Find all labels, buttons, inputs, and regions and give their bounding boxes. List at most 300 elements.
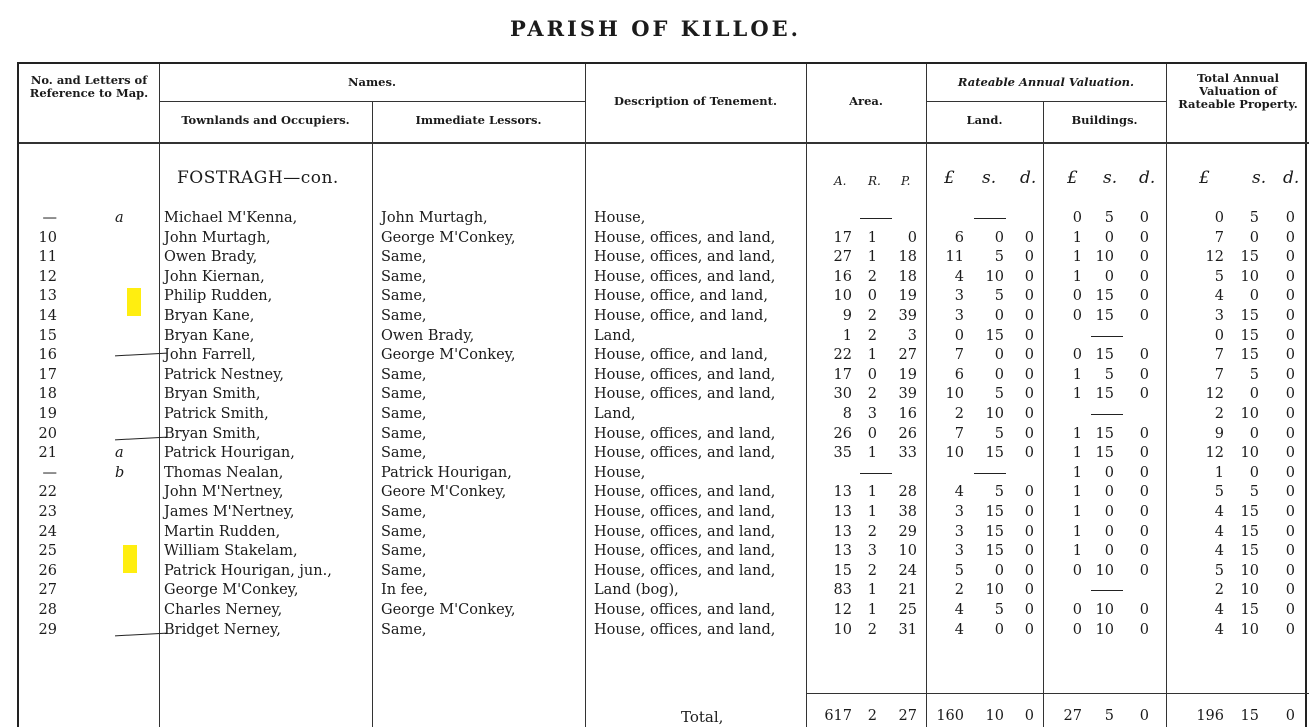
land-value: 0: [1024, 268, 1034, 285]
bldg-value: 0: [1139, 484, 1149, 501]
total-value: 5: [1214, 562, 1224, 579]
land-value: 5: [994, 288, 1004, 305]
area-value: 9: [842, 308, 852, 324]
bldg-blank-dash: [1091, 414, 1123, 415]
area-value: 26: [833, 425, 852, 442]
total-value: 0: [1285, 543, 1295, 560]
total-value: 10: [1240, 445, 1259, 462]
area-value: 38: [898, 504, 917, 520]
reference-letter: a: [115, 445, 124, 462]
area-blank-dash: [860, 218, 892, 219]
tenement-description: House, offices, and land,: [594, 543, 776, 560]
lessor-name: Same,: [381, 523, 427, 540]
reference-number: 13: [38, 288, 57, 305]
bldg-value: 1: [1072, 445, 1082, 462]
tenement-description: House, offices, and land,: [594, 484, 776, 501]
area-value: 0: [867, 288, 877, 305]
total-value: 12: [1205, 386, 1224, 403]
total-value: 4: [1214, 504, 1224, 520]
bldg-blank-dash: [1091, 590, 1123, 591]
total-value: 4: [1214, 621, 1224, 638]
area-value: 2: [867, 523, 877, 540]
bldg-value: 1: [1072, 268, 1082, 285]
bldg-blank-dash: [1091, 336, 1123, 337]
lessor-name: Same,: [381, 386, 427, 403]
bldg-value: 5: [1104, 366, 1114, 383]
total-value: 15: [1240, 523, 1259, 540]
total-value: 10: [1240, 562, 1259, 579]
total-value: 0: [1285, 366, 1295, 383]
total-value: 0: [1214, 327, 1224, 344]
area-value: 18: [898, 249, 917, 266]
lessor-name: Same,: [381, 543, 427, 560]
land-value: 5: [994, 386, 1004, 403]
area-value: 15: [833, 562, 852, 579]
lessor-name: Same,: [381, 288, 427, 305]
occupier-name: Patrick Hourigan,: [164, 445, 295, 462]
area-value: 1: [867, 347, 877, 364]
ledger-row: [19, 307, 1309, 325]
bldg-value: 10: [1095, 602, 1114, 618]
total-value: 0: [1249, 425, 1259, 442]
land-value: 0: [1024, 406, 1034, 422]
land-value: 0: [1024, 288, 1034, 305]
bldg-value: 0: [1139, 425, 1149, 442]
ledger-row: [19, 523, 1309, 541]
total-value: 15: [1240, 504, 1259, 520]
bldg-value: 0: [1139, 464, 1149, 481]
land-value: 0: [1024, 347, 1034, 364]
total-value: 0: [1214, 210, 1224, 226]
area-value: 21: [898, 582, 917, 599]
land-value: 4: [954, 602, 964, 618]
occupier-name: William Stakelam,: [164, 543, 298, 560]
ledger-row: [19, 229, 1309, 247]
land-value: 15: [985, 445, 1004, 462]
lessor-name: Same,: [381, 366, 427, 383]
occupier-name: John Kiernan,: [164, 268, 265, 285]
total-value: 7: [1214, 347, 1224, 364]
land-value: 0: [1024, 523, 1034, 540]
land-value: 5: [954, 562, 964, 579]
land-value: 0: [1024, 602, 1034, 618]
occupier-name: John M'Nertney,: [164, 484, 284, 501]
reference-number: 18: [38, 386, 57, 403]
tenement-description: Land (bog),: [594, 582, 679, 599]
area-value: 39: [898, 308, 917, 324]
ledger-row: [19, 562, 1309, 580]
total-value: 1: [1214, 464, 1224, 481]
occupier-name: Martin Rudden,: [164, 523, 281, 540]
ledger-row: [19, 483, 1309, 501]
bldg-value: 0: [1139, 523, 1149, 540]
bldg-value: 0: [1104, 268, 1114, 285]
ledger-row: [19, 425, 1309, 443]
total-value: 15: [1240, 602, 1259, 618]
occupier-name: Bryan Smith,: [164, 386, 261, 403]
total-value: 0: [1285, 288, 1295, 305]
total-value: 2: [1214, 406, 1224, 422]
area-value: 28: [898, 484, 917, 501]
area-value: 19: [898, 288, 917, 305]
land-value: 10: [945, 445, 964, 462]
area-value: 22: [833, 347, 852, 364]
total-value: 15: [1240, 308, 1259, 324]
reference-number: 21: [38, 445, 57, 462]
area-value: 2: [867, 327, 877, 344]
area-value: 27: [898, 347, 917, 364]
lessor-name: George M'Conkey,: [381, 602, 516, 618]
area-value: 1: [867, 484, 877, 501]
lessor-name: George M'Conkey,: [381, 347, 516, 364]
bldg-value: 15: [1095, 347, 1114, 364]
header-lessors: Immediate Lessors.: [415, 113, 542, 127]
occupier-name: Patrick Smith,: [164, 406, 269, 422]
occupier-name: Bridget Nerney,: [164, 621, 281, 638]
total-value: 0: [1285, 464, 1295, 481]
header-buildings: Buildings.: [1071, 113, 1138, 127]
bldg-value: 1: [1072, 229, 1082, 246]
reference-number: 15: [38, 327, 57, 344]
unit-roods: R.: [868, 174, 881, 188]
area-value: 1: [842, 327, 852, 344]
tenement-description: House, office, and land,: [594, 347, 768, 364]
ledger-row: [19, 346, 1309, 364]
reference-number: 26: [38, 562, 57, 579]
reference-number: —: [42, 210, 57, 226]
total-rule: [806, 693, 1309, 694]
area-value: 3: [867, 543, 877, 560]
total-bldg-value: 0: [1139, 708, 1149, 724]
land-value: 5: [994, 249, 1004, 266]
total-value: 0: [1285, 327, 1295, 344]
bldg-value: 0: [1139, 249, 1149, 266]
reference-number: 25: [38, 543, 57, 560]
total-value: 0: [1285, 249, 1295, 266]
occupier-name: John Murtagh,: [164, 229, 271, 246]
area-value: 12: [833, 602, 852, 618]
occupier-name: Bryan Kane,: [164, 327, 255, 344]
area-value: 18: [898, 268, 917, 285]
area-value: 8: [842, 406, 852, 422]
occupier-name: Owen Brady,: [164, 249, 258, 266]
total-value: 15: [1240, 543, 1259, 560]
lessor-name: Patrick Hourigan,: [381, 464, 512, 481]
total-value: 15: [1240, 249, 1259, 266]
total-bldg-value: 27: [1063, 708, 1082, 724]
lessor-name: Same,: [381, 249, 427, 266]
total-value: 0: [1285, 210, 1295, 226]
tenement-description: House, offices, and land,: [594, 621, 776, 638]
lessor-name: In fee,: [381, 582, 428, 599]
ledger-row: [19, 385, 1309, 403]
area-value: 26: [898, 425, 917, 442]
total-value: 0: [1285, 386, 1295, 403]
land-value: 0: [994, 308, 1004, 324]
land-value: 0: [1024, 582, 1034, 599]
occupier-name: Philip Rudden,: [164, 288, 273, 305]
area-value: 13: [833, 543, 852, 560]
land-value: 2: [954, 582, 964, 599]
ledger-row: [19, 503, 1309, 521]
reference-number: 29: [38, 621, 57, 638]
occupier-name: Charles Nerney,: [164, 602, 283, 618]
unit-pounds: £: [1199, 168, 1210, 188]
header-area: Area.: [849, 94, 883, 108]
land-value: 5: [994, 602, 1004, 618]
reference-number: 10: [38, 229, 57, 246]
land-value: 0: [1024, 543, 1034, 560]
land-value: 7: [954, 347, 964, 364]
bldg-value: 1: [1072, 366, 1082, 383]
lessor-name: Same,: [381, 504, 427, 520]
bldg-value: 0: [1104, 504, 1114, 520]
land-value: 15: [985, 543, 1004, 560]
land-value: 6: [954, 229, 964, 246]
bldg-value: 0: [1139, 366, 1149, 383]
bldg-value: 0: [1072, 621, 1082, 638]
bldg-value: 0: [1139, 543, 1149, 560]
area-value: 2: [867, 308, 877, 324]
header-total: Total Annual Valuation of Rateable Property.: [1178, 71, 1298, 111]
area-value: 2: [867, 268, 877, 285]
reference-number: 22: [38, 484, 57, 501]
bldg-value: 0: [1072, 602, 1082, 618]
unit-pounds: £: [1067, 168, 1078, 188]
bldg-value: 0: [1139, 621, 1149, 638]
total-value: 0: [1249, 386, 1259, 403]
total-value: 4: [1214, 543, 1224, 560]
area-value: 17: [833, 229, 852, 246]
total-bldg-value: 5: [1104, 708, 1114, 724]
lessor-name: Same,: [381, 268, 427, 285]
total-value: 0: [1285, 602, 1295, 618]
total-total-value: 196: [1196, 708, 1224, 724]
land-value: 4: [954, 268, 964, 285]
area-value: 31: [898, 621, 917, 638]
total-value: 10: [1240, 582, 1259, 599]
bldg-value: 0: [1072, 288, 1082, 305]
area-value: 24: [898, 562, 917, 579]
tenement-description: House, offices, and land,: [594, 268, 776, 285]
total-value: 3: [1214, 308, 1224, 324]
total-value: 0: [1285, 268, 1295, 285]
area-value: 2: [867, 562, 877, 579]
tenement-description: House, offices, and land,: [594, 504, 776, 520]
occupier-name: Thomas Nealan,: [164, 464, 284, 481]
tenement-description: House, offices, and land,: [594, 229, 776, 246]
total-land-value: 160: [936, 708, 964, 724]
reference-number: 28: [38, 602, 57, 618]
bldg-value: 0: [1072, 308, 1082, 324]
bldg-value: 1: [1072, 464, 1082, 481]
total-land-value: 0: [1024, 708, 1034, 724]
occupier-name: John Farrell,: [164, 347, 256, 364]
total-total-value: 15: [1240, 708, 1259, 724]
area-value: 1: [867, 249, 877, 266]
area-value: 19: [898, 366, 917, 383]
land-value: 3: [954, 543, 964, 560]
area-value: 16: [833, 268, 852, 285]
land-value: 7: [954, 425, 964, 442]
land-value: 0: [1024, 386, 1034, 403]
occupier-name: Patrick Nestney,: [164, 366, 284, 383]
lessor-name: Owen Brady,: [381, 327, 475, 344]
reference-number: —: [42, 464, 57, 481]
land-value: 10: [945, 386, 964, 403]
bldg-value: 1: [1072, 249, 1082, 266]
total-value: 7: [1214, 229, 1224, 246]
area-value: 1: [867, 445, 877, 462]
unit-pounds: £: [944, 168, 955, 188]
ledger-row: [19, 601, 1309, 619]
lessor-name: Same,: [381, 406, 427, 422]
ledger-row: [19, 581, 1309, 599]
total-value: 0: [1249, 464, 1259, 481]
header-townlands: Townlands and Occupiers.: [181, 113, 350, 127]
lessor-name: Same,: [381, 425, 427, 442]
area-value: 29: [898, 523, 917, 540]
tenement-description: House,: [594, 210, 646, 226]
bldg-value: 15: [1095, 308, 1114, 324]
land-value: 5: [994, 484, 1004, 501]
area-value: 0: [867, 366, 877, 383]
tenement-description: House, offices, and land,: [594, 386, 776, 403]
ledger-row: [19, 405, 1309, 423]
bldg-value: 0: [1139, 288, 1149, 305]
tenement-description: House, offices, and land,: [594, 562, 776, 579]
occupier-name: James M'Nertney,: [164, 504, 295, 520]
unit-shillings: s.: [982, 168, 997, 188]
bldg-value: 0: [1139, 210, 1149, 226]
area-value: 35: [833, 445, 852, 462]
ledger-row: [19, 621, 1309, 639]
bldg-value: 0: [1139, 445, 1149, 462]
land-value: 0: [1024, 425, 1034, 442]
occupier-name: Patrick Hourigan, jun.,: [164, 562, 332, 579]
header-names: Names.: [348, 75, 396, 89]
total-value: 5: [1249, 366, 1259, 383]
total-value: 0: [1285, 484, 1295, 501]
bldg-value: 0: [1139, 386, 1149, 403]
ledger-row: [19, 327, 1309, 345]
lessor-name: George M'Conkey,: [381, 229, 516, 246]
area-value: 33: [898, 445, 917, 462]
bldg-value: 15: [1095, 445, 1114, 462]
area-value: 2: [867, 386, 877, 403]
header-land: Land.: [966, 113, 1003, 127]
tenement-description: House, offices, and land,: [594, 366, 776, 383]
land-value: 15: [985, 327, 1004, 344]
unit-pence: d.: [1283, 168, 1300, 188]
total-value: 5: [1249, 484, 1259, 501]
total-value: 0: [1285, 621, 1295, 638]
land-value: 0: [954, 327, 964, 344]
reference-letter: b: [115, 464, 125, 481]
total-value: 10: [1240, 268, 1259, 285]
land-value: 15: [985, 504, 1004, 520]
total-value: 5: [1214, 484, 1224, 501]
lessor-name: Same,: [381, 562, 427, 579]
land-value: 0: [1024, 327, 1034, 344]
total-value: 15: [1240, 327, 1259, 344]
land-value: 10: [985, 268, 1004, 285]
bldg-value: 1: [1072, 504, 1082, 520]
bldg-value: 10: [1095, 621, 1114, 638]
total-value: 4: [1214, 602, 1224, 618]
total-value: 9: [1214, 425, 1224, 442]
bldg-value: 0: [1139, 602, 1149, 618]
occupier-name: George M'Conkey,: [164, 582, 299, 599]
valuation-ledger: [17, 62, 1307, 727]
area-value: 10: [833, 288, 852, 305]
bldg-value: 0: [1139, 308, 1149, 324]
total-area-value: 2: [867, 708, 877, 724]
townland-heading: FOSTRAGH—con.: [177, 168, 339, 188]
total-value: 15: [1240, 347, 1259, 364]
area-value: 83: [833, 582, 852, 599]
area-value: 10: [833, 621, 852, 638]
area-value: 16: [898, 406, 917, 422]
land-value: 0: [994, 366, 1004, 383]
total-value: 0: [1285, 425, 1295, 442]
area-blank-dash: [860, 473, 892, 474]
bldg-value: 0: [1104, 543, 1114, 560]
header-valuation: Rateable Annual Valuation.: [957, 75, 1135, 89]
occupier-name: Michael M'Kenna,: [164, 210, 298, 226]
land-value: 0: [994, 621, 1004, 638]
occupier-name: Bryan Kane,: [164, 308, 255, 324]
land-value: 3: [954, 504, 964, 520]
land-value: 3: [954, 523, 964, 540]
lessor-name: Same,: [381, 308, 427, 324]
bldg-value: 0: [1072, 210, 1082, 226]
ledger-row: [19, 287, 1309, 305]
bldg-value: 0: [1139, 562, 1149, 579]
reference-number: 11: [38, 249, 57, 266]
land-value: 0: [1024, 249, 1034, 266]
tenement-description: House, offices, and land,: [594, 425, 776, 442]
reference-number: 12: [38, 268, 57, 285]
land-value: 0: [1024, 308, 1034, 324]
land-value: 11: [945, 249, 964, 266]
area-value: 39: [898, 386, 917, 403]
page-title: PARISH OF KILLOE.: [510, 16, 801, 41]
land-value: 0: [1024, 621, 1034, 638]
occupier-name: Bryan Smith,: [164, 425, 261, 442]
area-value: 3: [907, 327, 917, 344]
total-label: Total,: [681, 708, 724, 726]
land-value: 4: [954, 484, 964, 501]
total-value: 0: [1285, 406, 1295, 422]
bldg-value: 15: [1095, 425, 1114, 442]
area-value: 30: [833, 386, 852, 403]
bldg-value: 0: [1104, 464, 1114, 481]
area-value: 1: [867, 229, 877, 246]
reference-number: 14: [38, 308, 57, 324]
bldg-value: 5: [1104, 210, 1114, 226]
lessor-name: Geore M'Conkey,: [381, 484, 507, 501]
tenement-description: Land,: [594, 406, 636, 422]
total-value: 0: [1249, 229, 1259, 246]
header-description: Description of Tenement.: [614, 94, 777, 108]
total-value: 0: [1285, 347, 1295, 364]
total-value: 0: [1285, 523, 1295, 540]
land-value: 3: [954, 288, 964, 305]
area-value: 10: [898, 543, 917, 560]
tenement-description: House, offices, and land,: [594, 523, 776, 540]
total-value: 0: [1285, 229, 1295, 246]
